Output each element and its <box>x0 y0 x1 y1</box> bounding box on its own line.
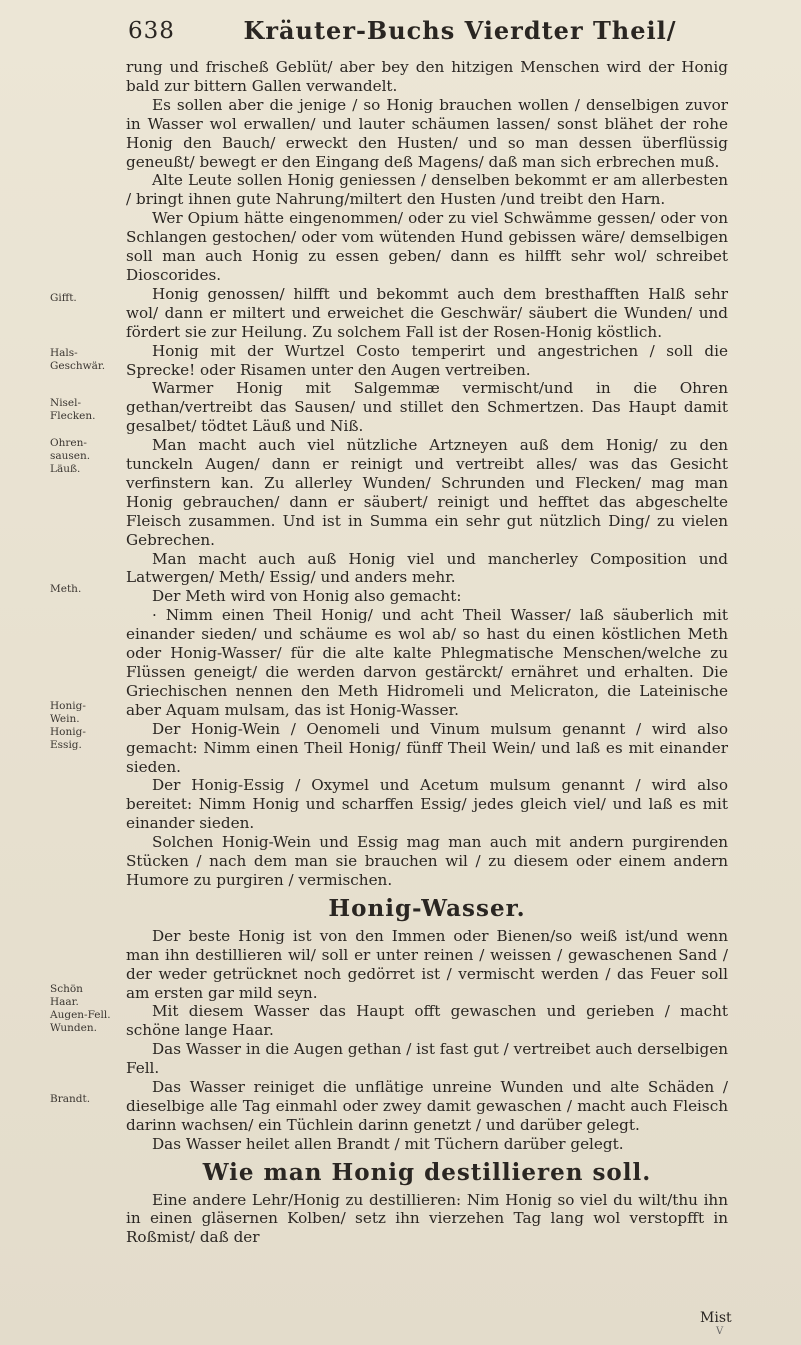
paragraph: Der beste Honig ist von den Immen oder Bienen/so weiß ist/und wenn man ihn destillieren wil/ soll er unter reinen / weissen / gewaschenen Sand / der weder getrücknet noch gedörret ist / vermischt werden / das Feuer soll am ersten gar mild seyn. <box>126 926 728 1002</box>
margin-note-ohren-sausen: Ohren-sausen. Läuß. <box>50 437 91 475</box>
body-text <box>126 58 728 1247</box>
page-header <box>0 14 801 54</box>
paragraph: Der Honig-Wein / Oenomeli und Vinum mulsum genannt / wird also gemacht: Nimm einen Theil Honig/ fünff Theil Wein/ und laß es mit einander sieden. <box>126 719 728 776</box>
paragraph: Alte Leute sollen Honig geniessen / denselben bekommt er am allerbesten / bringt ihnen gute Nahrung/miltert den Husten /und treibt den Harn. <box>126 171 728 209</box>
margin-notes <box>50 0 114 1345</box>
margin-note-hals-geschwaer: Hals-Geschwär. <box>50 347 106 372</box>
margin-note-gifft: Gifft. <box>50 292 77 304</box>
margin-note-meth: Meth. <box>50 583 82 595</box>
paragraph: Solchen Honig-Wein und Essig mag man auch mit andern purgirenden Stücken / nach dem man sie brauchen wil / zu diesem oder einem andern Humore zu purgiren / vermischen. <box>126 833 728 889</box>
section-heading-honig-wasser: Honig-Wasser. <box>328 894 526 922</box>
paragraph: · Nimm einen Theil Honig/ und acht Theil Wasser/ laß säuberlich mit einander sieden/ und schäume es wol ab/ so hast du einen köstlichen Meth oder Honig-Wasser/ für die alte kalte Phlegmatische Menschen/welche zu Flüssen geneigt/ die werden darvon gestärckt/ ernähret und erhalten. Die Griechischen nennen den Meth Hidromeli und Melicraton, die Lateinische aber Aquam mulsam, das ist Honig-Wasser. <box>126 606 728 719</box>
section-heading-destillieren: Wie man Honig destillieren soll. <box>202 1158 652 1186</box>
paragraph: Eine andere Lehr/Honig zu destillieren: Nim Honig so viel du wilt/thu ihn in einen gläsernen Kolben/ setz ihn vierzehen Tag lang wol verstopfft in Roßmist/ daß der <box>126 1190 728 1247</box>
paragraph: Der Honig-Essig / Oxymel und Acetum mulsum genannt / wird also bereitet: Nimm Honig und scharffen Essig/ jedes gleich viel/ und laß es mit einander sieden. <box>126 776 728 833</box>
paragraph: Der Meth wird von Honig also gemacht: <box>152 587 462 606</box>
paragraph: Wer Opium hätte eingenommen/ oder zu viel Schwämme gessen/ oder von Schlangen gestochen/ oder vom wütenden Hund gebissen wäre/ demselbigen soll man auch Honig zu essen geben/ dann es hilfft sehr wol/ schreibet Dioscorides. <box>126 209 728 284</box>
paragraph: Honig mit der Wurtzel Costo temperirt und angestrichen / soll die Sprecke! oder Risamen unter den Augen vertreiben. <box>126 341 728 379</box>
catchword: Mist <box>700 1310 732 1326</box>
signature-mark: V <box>716 1326 724 1337</box>
paragraph: Honig genossen/ hilfft und bekommt auch dem bresthafften Halß sehr wol/ dann er miltert und erweichet die Geschwär/ säubert die Wunden/ und fördert sie zur Heilung. Zu solchem Fall ist der Rosen-Honig köstlich. <box>126 284 728 341</box>
paragraph: Das Wasser in die Augen gethan / ist fast gut / vertreibet auch derselbigen Fell. <box>126 1040 728 1078</box>
paragraph: Man macht auch auß Honig viel und mancherley Composition und Latwergen/ Meth/ Essig/ und anders mehr. <box>126 549 728 587</box>
paragraph: Man macht auch viel nützliche Artzneyen auß dem Honig/ zu den tunckeln Augen/ dann er reinigt und vertreibt alles/ was das Gesicht verfinstern kan. Zu allerley Wunden/ Schrunden und Flecken/ mag man Honig gebrauchen/ dann er säubert/ reinigt und hefftet das abgeschelte Fleisch zusammen. Und ist in Summa ein sehr gut nützlich Ding/ zu vielen Gebrechen. <box>126 436 728 549</box>
paragraph: rung und frischeß Geblüt/ aber bey den hitzigen Menschen wird der Honig bald zur bittern Gallen verwandelt. <box>126 58 728 95</box>
page-number: 638 <box>128 18 175 44</box>
margin-note-honig-wein-essig: Honig-Wein. Honig-Essig. <box>50 700 86 751</box>
paragraph: Es sollen aber die jenige / so Honig brauchen wollen / denselbigen zuvor in Wasser wol erwallen/ und lauter schäumen lassen/ sonst blähet der rohe Honig den Bauch/ erweckt den Husten/ und so man dessen überflüssig geneußt/ bewegt er den Eingang deß Magens/ daß man sich erbrechen muß. <box>126 95 728 171</box>
running-title: Kräuter-Buchs Vierdter Theil/ <box>243 16 677 45</box>
margin-note-haar-augen-wunden: Schön Haar. Augen-Fell. Wunden. <box>50 983 111 1034</box>
paragraph: Warmer Honig mit Salgemmæ vermischt/und in die Ohren gethan/vertreibt das Sausen/ und stillet den Schmertzen. Das Haupt damit gesalbet/ tödtet Läuß und Niß. <box>126 379 728 436</box>
paragraph: Das Wasser heilet allen Brandt / mit Tüchern darüber gelegt. <box>152 1134 624 1153</box>
margin-note-brandt: Brandt. <box>50 1093 91 1105</box>
paragraph: Mit diesem Wasser das Haupt offt gewaschen und gerieben / macht schöne lange Haar. <box>126 1002 728 1040</box>
paragraph: Das Wasser reiniget die unflätige unreine Wunden und alte Schäden / dieselbige alle Tag einmahl oder zwey damit gewaschen / macht auch Fleisch darinn wachsen/ ein Tüchlein darinn genetzt / und darüber gelegt. <box>126 1078 728 1134</box>
margin-note-nisel-flecken: Nisel-Flecken. <box>50 397 96 422</box>
